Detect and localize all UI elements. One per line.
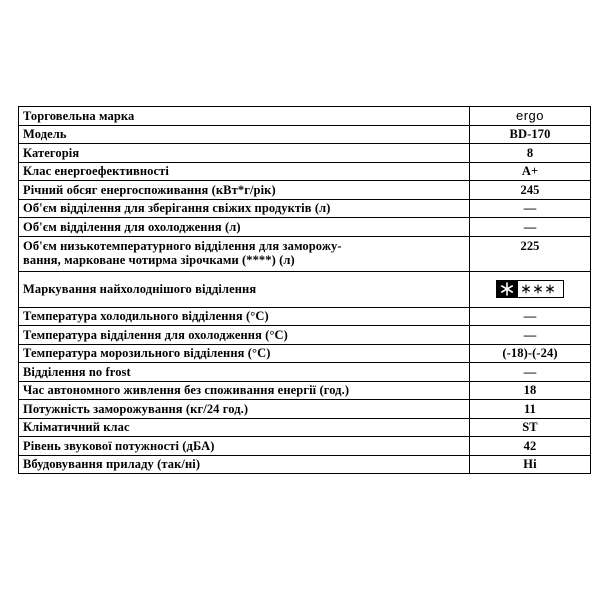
row-label-freezer-volume-line1: Об'єм низькотемпературного відділення для заморожу- <box>23 238 342 253</box>
row-value-fresh-volume: — <box>470 199 591 218</box>
table-row <box>19 326 591 345</box>
row-label-noise-level: Рівень звукової потужності (дБА) <box>19 437 470 456</box>
row-value-coldest-marking <box>470 271 591 307</box>
row-label-fridge-temp: Температура холодильного відділення (°C) <box>19 307 470 326</box>
table-row <box>19 455 591 474</box>
table-row <box>19 181 591 200</box>
table-row <box>19 199 591 218</box>
row-value-chill-volume: — <box>470 218 591 237</box>
table-row <box>19 307 591 326</box>
row-value-annual-consumption: 245 <box>470 181 591 200</box>
row-value-freezing-capacity: 11 <box>470 400 591 419</box>
spec-table <box>18 106 591 474</box>
table-row <box>19 218 591 237</box>
brand-logo-cell <box>470 107 591 126</box>
table-row <box>19 381 591 400</box>
row-label-climate-class: Кліматичний клас <box>19 418 470 437</box>
table-row <box>19 437 591 456</box>
row-label-fresh-volume: Об'єм відділення для зберігання свіжих продуктів (л) <box>19 199 470 218</box>
table-row <box>19 363 591 382</box>
row-value-autonomy-time: 18 <box>470 381 591 400</box>
row-value-energy-class: A+ <box>470 162 591 181</box>
row-label-built-in: Вбудовування приладу (так/ні) <box>19 455 470 474</box>
table-row <box>19 400 591 419</box>
row-label-freezer-temp: Температура морозильного відділення (°C) <box>19 344 470 363</box>
row-label-category: Категорія <box>19 144 470 163</box>
row-value-built-in: Ні <box>470 455 591 474</box>
row-label-energy-class: Клас енергоефективності <box>19 162 470 181</box>
row-value-freezer-volume: 225 <box>470 236 591 271</box>
row-value-climate-class: ST <box>470 418 591 437</box>
four-star-freezer-marking-icon <box>496 280 564 298</box>
row-value-freezer-temp: (-18)-(-24) <box>470 344 591 363</box>
row-label-freezer-volume <box>19 236 470 271</box>
row-value-noise-level: 42 <box>470 437 591 456</box>
row-label-model: Модель <box>19 125 470 144</box>
table-row <box>19 236 591 271</box>
table-row <box>19 107 591 126</box>
row-label-no-frost: Відділення no frost <box>19 363 470 382</box>
row-value-category: 8 <box>470 144 591 163</box>
row-label-coldest-marking: Маркування найхолоднішого відділення <box>19 271 470 307</box>
row-value-model: BD-170 <box>470 125 591 144</box>
row-label-chill-temp: Температура відділення для охолодження (°C) <box>19 326 470 345</box>
row-value-no-frost: — <box>470 363 591 382</box>
table-row <box>19 162 591 181</box>
table-row <box>19 418 591 437</box>
row-label-brand: Торговельна марка <box>19 107 470 126</box>
table-row <box>19 144 591 163</box>
table-row <box>19 271 591 307</box>
table-row <box>19 344 591 363</box>
row-label-autonomy-time: Час автономного живлення без споживання енергії (год.) <box>19 381 470 400</box>
row-label-freezer-volume-line2: вання, марковане чотирма зірочками (****) (л) <box>23 252 295 267</box>
row-label-chill-volume: Об'єм відділення для охолодження (л) <box>19 218 470 237</box>
row-label-freezing-capacity: Потужність заморожування (кг/24 год.) <box>19 400 470 419</box>
row-value-chill-temp: — <box>470 326 591 345</box>
row-label-annual-consumption: Річний обсяг енергоспоживання (кВт*г/рік) <box>19 181 470 200</box>
brand-logo: ergo <box>515 107 545 123</box>
row-value-fridge-temp: — <box>470 307 591 326</box>
table-row <box>19 125 591 144</box>
